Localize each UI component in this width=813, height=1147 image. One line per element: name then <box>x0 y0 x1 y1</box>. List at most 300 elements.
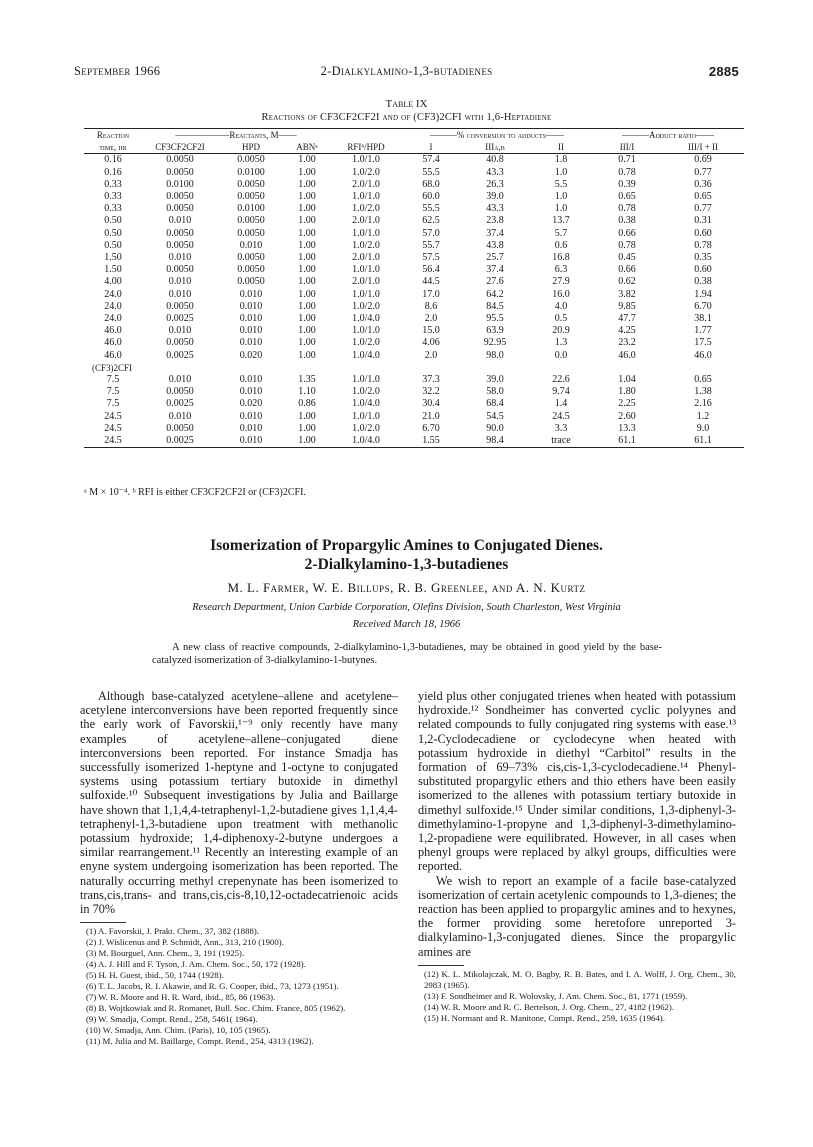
table-cell: 0.50 <box>104 227 122 239</box>
table-cell: 0.0050 <box>166 239 194 251</box>
table-cell: 0.010 <box>168 288 192 300</box>
table-cell: 1.0/2.0 <box>352 239 380 251</box>
table-cell: trace <box>530 435 592 448</box>
table-cell: 2.60 <box>618 410 636 422</box>
body-paragraph: Although base-catalyzed acetylene–allene and acetylene–acetylene interconversions have been reported frequently since the early work of Favorskii,¹⁻⁹ only recently have many examples of acetylene–allene–conjugated diene interconversions been reported. For instance Smadja has successfully isomerized 1-heptyne and 1-octyne to conjugated systems using potassium tertiary butoxide in dimethyl sulfoxide.¹⁰ Subsequent investigations by Julia and Baillarge have shown that 1,1,4,4-tetraphenyl-1,2-butadiene gives 1,1,4,4-tetraphenyl-1,3-butadiene upon treatment with methanolic potassium hydroxide; 1,4-diphenoxy-2-butyne undergoes a similar rearrangement.¹¹ Recently an interesting example of an enyne system undergoing isomerization has been reported. The naturally occurring methyl crepenynate has been isomerized to trans,cis,trans- and trans,cis,cis-8,10,12-octadecatrienoic acids in 70% <box>80 689 398 917</box>
table-cell: 43.8 <box>486 239 504 251</box>
table-cell: 17.0 <box>422 288 440 300</box>
table-row <box>84 325 744 337</box>
table-cell: 0.0050 <box>237 154 265 166</box>
table-row <box>84 167 744 179</box>
table-cell: 1.00 <box>298 410 316 422</box>
table-cell: 0.0050 <box>166 386 194 398</box>
left-column <box>80 689 398 1047</box>
running-head <box>74 64 739 80</box>
footnote-rule <box>80 922 126 923</box>
table-cell: 37.4 <box>486 264 504 276</box>
column-header: ABNᵃ <box>284 141 330 154</box>
table-row <box>84 215 744 227</box>
table-cell: 55.5 <box>422 203 440 215</box>
table-cell: 0.010 <box>168 276 192 288</box>
table-cell: 0.010 <box>168 215 192 227</box>
table-row <box>84 374 744 386</box>
table-cell: 2.16 <box>694 398 712 410</box>
table-cell: 6.70 <box>694 300 712 312</box>
table-cell: 7.5 <box>106 398 120 410</box>
reference-item: (14) W. R. Moore and R. C. Bertelson, J. Org. Chem., 27, 4182 (1962). <box>424 1001 675 1012</box>
table-cell: 3.3 <box>554 422 568 434</box>
table-cell: 2.0/1.0 <box>352 215 380 227</box>
table-cell: 0.69 <box>694 154 712 166</box>
table-cell: 24.0 <box>104 288 122 300</box>
table-cell: 43.3 <box>486 166 504 178</box>
table-cell: 0.0050 <box>237 252 265 264</box>
table-cell: 0.38 <box>618 215 636 227</box>
table-cell: 21.0 <box>422 410 440 422</box>
reference-item: (9) W. Smadja, Compt. Rend., 258, 5461( 1964). <box>86 1014 258 1025</box>
table-cell: 1.00 <box>298 154 316 166</box>
table-cell: 6.70 <box>422 422 440 434</box>
table-cell: 44.5 <box>422 276 440 288</box>
table-cell: 1.0/1.0 <box>352 154 380 166</box>
table-cell: 0.78 <box>618 166 636 178</box>
table-cell: 0.38 <box>694 276 712 288</box>
table-cell: 0.010 <box>239 386 263 398</box>
table-row <box>84 411 744 423</box>
table-cell: 0.0050 <box>166 227 194 239</box>
table-cell: 38.1 <box>694 313 712 325</box>
table-cell: 1.0 <box>554 191 568 203</box>
table-cell: 2.0 <box>424 349 438 361</box>
table-cell: 24.5 <box>84 435 142 448</box>
table-cell: 9.85 <box>618 300 636 312</box>
column-header: HPD <box>218 141 284 154</box>
table-cell: 0.0050 <box>237 191 265 203</box>
subgroup-label: (CF3)2CFI <box>92 362 133 373</box>
data-table <box>84 128 744 448</box>
table-cell: 0.010 <box>168 252 192 264</box>
table-cell: 62.5 <box>422 215 440 227</box>
table-cell: 47.7 <box>618 313 636 325</box>
table-row <box>84 313 744 325</box>
table-cell: 2.0 <box>424 313 438 325</box>
table-cell: 1.04 <box>618 374 636 386</box>
table-cell: 55.7 <box>422 239 440 251</box>
table-cell: 1.0/1.0 <box>352 374 380 386</box>
table-cell: 39.0 <box>486 191 504 203</box>
table-cell: 5.7 <box>554 227 568 239</box>
reference-item: (1) A. Favorskii, J. Prakt. Chem., 37, 382 (1888). <box>86 926 259 937</box>
table-cell: 1.0/1.0 <box>352 191 380 203</box>
reference-item: (10) W. Smadja, Ann. Chim. (Paris), 10, 105 (1965). <box>86 1025 271 1036</box>
table-cell: 4.25 <box>618 325 636 337</box>
column-header: III/I + II <box>662 141 744 154</box>
table-cell: 95.5 <box>486 313 504 325</box>
table-cell: 24.0 <box>104 313 122 325</box>
table-row <box>84 398 744 410</box>
table-cell: 61.1 <box>662 435 744 448</box>
table-cell: 1.94 <box>694 288 712 300</box>
table-cell: 1.00 <box>298 349 316 361</box>
references-left <box>80 926 398 1047</box>
table-cell: 27.6 <box>486 276 504 288</box>
table-cell: 0.020 <box>239 349 263 361</box>
table-cell: 60.0 <box>422 191 440 203</box>
table-cell: 1.00 <box>298 252 316 264</box>
table-cell: 61.1 <box>592 435 662 448</box>
table-cell: 1.00 <box>298 239 316 251</box>
table-cell: 4.00 <box>104 276 122 288</box>
table-row <box>84 252 744 264</box>
table-cell: 16.0 <box>552 288 570 300</box>
column-header: RFIᵇ/HPD <box>330 141 402 154</box>
table-cell: 1.0/4.0 <box>352 313 380 325</box>
reference-item: (12) K. L. Mikolajczak, M. O. Bagby, R. B. Bates, and I. A. Wolff, J. Org. Chem., 30, 2983 (1965). <box>424 968 736 990</box>
column-header: IIIa,b <box>460 141 530 154</box>
table-cell: 26.3 <box>486 178 504 190</box>
table-cell: 0.0025 <box>142 435 218 448</box>
reference-item: (13) F. Sondheimer and R. Wolovsky, J. Am. Chem. Soc., 81, 1771 (1959). <box>424 990 688 1001</box>
table-cell: 1.00 <box>298 191 316 203</box>
abstract: A new class of reactive compounds, 2-dialkylamino-1,3-butadienes, may be obtained in good yield by the base-catalyzed isomerization of 3-dialkylamino-1-butynes. <box>152 642 662 666</box>
table-cell: 0.5 <box>554 313 568 325</box>
reference-item: (8) B. Wojtkowiak and R. Romanet, Bull. Soc. Chim. France, 805 (1962). <box>86 1003 346 1014</box>
table-cell: 3.82 <box>618 288 636 300</box>
table-row <box>84 386 744 398</box>
table-cell: 56.4 <box>422 264 440 276</box>
table-cell: 98.4 <box>460 435 530 448</box>
reference-item: (7) W. R. Moore and H. R. Ward, ibid., 85, 86 (1963). <box>86 992 276 1003</box>
table-cell: 1.00 <box>298 166 316 178</box>
table-cell: 0.50 <box>104 239 122 251</box>
table-cell: 0.60 <box>694 227 712 239</box>
table-cell: 1.77 <box>694 325 712 337</box>
table-footnote: ᵃ M × 10⁻⁴. ᵇ RFI is either CF3CF2CF2I or (CF3)2CFI. <box>84 487 306 498</box>
table-row <box>84 301 744 313</box>
reference-item: (15) H. Normant and R. Manitone, Compt. Rend., 259, 1635 (1964). <box>424 1012 665 1023</box>
table-cell: 37.3 <box>422 374 440 386</box>
table-cell: 23.8 <box>486 215 504 227</box>
table-cell: 1.50 <box>104 252 122 264</box>
table-cell: 0.0050 <box>166 337 194 349</box>
table-cell: 1.00 <box>298 288 316 300</box>
table-cell: 2.25 <box>618 398 636 410</box>
table-cell: 1.00 <box>298 227 316 239</box>
column-header: II <box>530 141 592 154</box>
table-cell: 1.0/1.0 <box>352 325 380 337</box>
table-cell: 1.0/4.0 <box>352 398 380 410</box>
table-cell: 1.0 <box>554 203 568 215</box>
table-cell: 17.5 <box>694 337 712 349</box>
table-cell: 90.0 <box>486 422 504 434</box>
table-cell: 1.0/2.0 <box>352 386 380 398</box>
table-cell: 1.0/2.0 <box>352 166 380 178</box>
table-cell: 1.0/4.0 <box>352 349 380 361</box>
table-cell: 16.8 <box>552 252 570 264</box>
table-cell: 1.0/2.0 <box>352 422 380 434</box>
table-cell: 0.0050 <box>166 422 194 434</box>
table-cell: 0.0050 <box>237 215 265 227</box>
table-cell: 24.5 <box>552 410 570 422</box>
table-cell: 0.16 <box>104 154 122 166</box>
table-cell: 68.4 <box>486 398 504 410</box>
table-cell: 0.65 <box>694 374 712 386</box>
table-cell: 55.5 <box>422 166 440 178</box>
table-cell: 0.0050 <box>166 203 194 215</box>
table-cell: 0.010 <box>218 435 284 448</box>
references-right <box>418 969 736 1024</box>
table-cell: 39.0 <box>486 374 504 386</box>
table-cell: 1.00 <box>298 276 316 288</box>
table-cell: 1.38 <box>694 386 712 398</box>
table-row <box>84 337 744 349</box>
table-cell: 0.35 <box>694 252 712 264</box>
column-header: III/I <box>592 141 662 154</box>
table-cell: 0.010 <box>239 300 263 312</box>
table-cell: 0.0025 <box>166 398 194 410</box>
table-cell: 0.010 <box>239 313 263 325</box>
table-cell: 1.00 <box>298 264 316 276</box>
table-cell: 7.5 <box>106 386 120 398</box>
table-cell: 4.06 <box>422 337 440 349</box>
table-cell: 0.71 <box>618 154 636 166</box>
table-cell: 68.0 <box>422 178 440 190</box>
conversion-group-header: ———% conversion to adducts—— <box>429 130 565 140</box>
table-row <box>84 289 744 301</box>
table-cell: 6.3 <box>554 264 568 276</box>
table-cell: 20.9 <box>552 325 570 337</box>
table-cell: 1.2 <box>696 410 710 422</box>
table-cell: 92.95 <box>483 337 507 349</box>
table-cell: 84.5 <box>486 300 504 312</box>
table-cell: 0.33 <box>104 178 122 190</box>
table-cell: 0.0050 <box>237 264 265 276</box>
table-cell: 1.0 <box>554 166 568 178</box>
reference-item: (3) M. Bourguel, Ann. Chem., 3, 191 (1925). <box>86 948 245 959</box>
table-caption: Reactions of CF3CF2CF2I and of (CF3)2CFI with 1,6-Heptadiene <box>261 112 552 123</box>
table-cell: 40.8 <box>486 154 504 166</box>
table-cell: 0.78 <box>618 203 636 215</box>
table-cell: 0.65 <box>618 191 636 203</box>
authors: M. L. Farmer, W. E. Billups, R. B. Greenlee, and A. N. Kurtz <box>227 580 586 595</box>
table-cell: 1.00 <box>298 215 316 227</box>
running-title: 2-Dialkylamino-1,3-butadienes <box>320 64 493 78</box>
table-row <box>84 264 744 276</box>
table-cell: 46.0 <box>694 349 712 361</box>
table-cell: 0.78 <box>618 239 636 251</box>
reference-item: (11) M. Julia and M. Baillarge, Compt. Rend., 254, 4313 (1962). <box>86 1036 314 1047</box>
table-cell: 0.0050 <box>237 227 265 239</box>
column-header: time, hr <box>84 141 142 154</box>
table-cell: 1.0/2.0 <box>352 203 380 215</box>
reference-item: (2) J. Wislicenus and P. Schmidt, Ann., 313, 210 (1900). <box>86 937 284 948</box>
table-cell: 46.0 <box>104 337 122 349</box>
table-cell: 1.00 <box>298 422 316 434</box>
table-row <box>84 350 744 362</box>
ratio-group-header: ———Adduct ratio—— <box>621 130 715 140</box>
table-cell: 0.010 <box>239 325 263 337</box>
table-cell: 0.0050 <box>237 178 265 190</box>
table-cell: 1.80 <box>618 386 636 398</box>
table-cell: 0.0100 <box>166 178 194 190</box>
table-cell: 0.0050 <box>166 300 194 312</box>
table-cell: 1.55 <box>402 435 460 448</box>
table-cell: 57.5 <box>422 252 440 264</box>
table-cell: 23.2 <box>618 337 636 349</box>
table-cell: 1.00 <box>298 300 316 312</box>
table-cell: 0.0 <box>554 349 568 361</box>
table-cell: 0.0100 <box>237 203 265 215</box>
table-row <box>84 240 744 252</box>
received-date: Received March 18, 1966 <box>352 619 461 630</box>
page-number: 2885 <box>708 64 739 79</box>
table-cell: 1.0/4.0 <box>330 435 402 448</box>
table-cell: 1.00 <box>284 435 330 448</box>
table-cell: 98.0 <box>486 349 504 361</box>
table-cell: 1.3 <box>554 337 568 349</box>
column-header: CF3CF2CF2I <box>142 141 218 154</box>
table-cell: 1.35 <box>298 374 316 386</box>
reactants-group-header: ——————Reactants, M—— <box>175 130 297 140</box>
table-cell: 1.00 <box>298 203 316 215</box>
table-cell: 9.0 <box>696 422 710 434</box>
reference-item: (6) T. L. Jacobs, R. I. Akawie, and R. G. Cooper, ibid., 73, 1273 (1951). <box>86 981 339 992</box>
table-cell: 0.45 <box>618 252 636 264</box>
table-cell: 25.7 <box>486 252 504 264</box>
table-cell: 46.0 <box>104 325 122 337</box>
article-title-line-1: Isomerization of Propargylic Amines to Conjugated Dienes. <box>210 537 603 554</box>
table-cell: 1.50 <box>104 264 122 276</box>
table-cell: 0.66 <box>618 264 636 276</box>
table-cell: 24.5 <box>104 422 122 434</box>
table-cell: 1.0/2.0 <box>352 300 380 312</box>
table-subgroup-row <box>84 362 744 374</box>
journal-date: September 1966 <box>74 64 161 78</box>
table-cell: 0.0050 <box>166 154 194 166</box>
table-group-header-row <box>84 129 744 142</box>
table-cell: 37.4 <box>486 227 504 239</box>
table-cell: 0.16 <box>104 166 122 178</box>
table-cell: 0.6 <box>554 239 568 251</box>
table-cell: 22.6 <box>552 374 570 386</box>
table-cell: 13.7 <box>552 215 570 227</box>
table-cell: 0.010 <box>239 239 263 251</box>
table-cell: 0.77 <box>694 203 712 215</box>
table-cell: 1.0/2.0 <box>352 337 380 349</box>
table-cell: 4.0 <box>554 300 568 312</box>
table-row <box>84 179 744 191</box>
table-cell: 0.010 <box>168 325 192 337</box>
table-row <box>84 435 744 448</box>
table-cell: 0.77 <box>694 166 712 178</box>
table-title: Table IX <box>385 98 428 110</box>
table-cell: 27.9 <box>552 276 570 288</box>
table-cell: 58.0 <box>486 386 504 398</box>
table-cell: 0.010 <box>168 374 192 386</box>
table-cell: 1.0/1.0 <box>352 410 380 422</box>
table-cell: 2.0/1.0 <box>352 252 380 264</box>
table-cell: 2.0/1.0 <box>352 178 380 190</box>
table-cell: 0.010 <box>168 410 192 422</box>
body-paragraph: We wish to report an example of a facile base-catalyzed isomerization of certain acetylenic compounds to 1,3-dienes; the reaction has been applied to propargylic amines and to hexynes, the former providing some heretofore unreported 3-dialkylamino-1,3-conjugated dienes. Since the propargylic amines are <box>418 873 736 959</box>
table-cell: 46.0 <box>618 349 636 361</box>
column-header: I <box>402 141 460 154</box>
table-cell: 1.00 <box>298 178 316 190</box>
table-cell: 24.5 <box>104 410 122 422</box>
table-cell: 0.33 <box>104 203 122 215</box>
reference-item: (4) A. J. Hill and F. Tyson, J. Am. Chem. Soc., 50, 172 (1928). <box>86 959 306 970</box>
table-cell: 0.36 <box>694 178 712 190</box>
table-cell: 0.0050 <box>166 191 194 203</box>
table-cell: 0.65 <box>694 191 712 203</box>
table-cell: 0.66 <box>618 227 636 239</box>
table-row <box>84 276 744 288</box>
table-cell: 8.6 <box>424 300 438 312</box>
table-cell: 1.0/1.0 <box>352 288 380 300</box>
table-cell: 0.78 <box>694 239 712 251</box>
table-cell: 9.74 <box>552 386 570 398</box>
table-cell: 1.00 <box>298 325 316 337</box>
table-row <box>84 228 744 240</box>
table-cell: 1.0/1.0 <box>352 264 380 276</box>
table-cell: 1.4 <box>554 398 568 410</box>
table-cell: 0.0025 <box>166 313 194 325</box>
table-cell: 1.00 <box>298 313 316 325</box>
table-cell: 0.0100 <box>237 166 265 178</box>
table-cell: 0.86 <box>298 398 316 410</box>
table-cell: 1.00 <box>298 337 316 349</box>
table-cell: 64.2 <box>486 288 504 300</box>
table-cell: 0.33 <box>104 191 122 203</box>
table-cell: 46.0 <box>104 349 122 361</box>
table-cell: 30.4 <box>422 398 440 410</box>
table-cell: 5.5 <box>554 178 568 190</box>
article-title-line-2: 2-Dialkylamino-1,3-butadienes <box>304 556 509 573</box>
table-cell: 0.50 <box>104 215 122 227</box>
table-cell: 1.0/1.0 <box>352 227 380 239</box>
table-cell: 57.4 <box>422 154 440 166</box>
table-cell: 32.2 <box>422 386 440 398</box>
table-cell: 0.0050 <box>166 264 194 276</box>
table-cell: 1.8 <box>554 154 568 166</box>
table-cell: 0.010 <box>239 337 263 349</box>
table-cell: 1.10 <box>298 386 316 398</box>
reaction-group-header: Reaction <box>96 130 130 140</box>
table-cell: 0.010 <box>239 374 263 386</box>
footnote-rule <box>418 965 464 966</box>
table-cell: 57.0 <box>422 227 440 239</box>
table-cell: 7.5 <box>106 374 120 386</box>
right-column <box>418 689 736 1024</box>
affiliation: Research Department, Union Carbide Corporation, Olefins Division, South Charleston, West Virginia <box>192 602 621 613</box>
table-cell: 0.010 <box>239 410 263 422</box>
table-column-header-row <box>84 141 744 154</box>
table-cell: 0.60 <box>694 264 712 276</box>
table-cell: 43.3 <box>486 203 504 215</box>
article-title <box>0 536 813 574</box>
table-cell: 2.0/1.0 <box>352 276 380 288</box>
table-cell: 13.3 <box>618 422 636 434</box>
table-cell: 0.0025 <box>166 349 194 361</box>
body-paragraph: yield plus other conjugated trienes when heated with potassium hydroxide.¹² Sondheimer has converted cyclic polyynes and related compounds to fully conjugated ring systems with ease.¹³ 1,2-Cyclodecadiene or cyclodecyne when heated with potassium hydroxide in diethyl “Carbitol” results in the formation of 69–73% cis,cis-1,3-cyclodecadiene.¹⁴ Phenyl-substituted propargylic ethers and thio ethers have been easily isomerized to the allenes with potassium tertiary butoxide in dimethyl sulfoxide.¹⁵ Under similar conditions, 1,3-diphenyl-3-dimethylamino-1-propyne and 1,3-diphenyl-3-dimethylamino-1,2-propadiene were equilibrated. However, in all cases when phenyl groups were replaced by alkyl groups, difficulties were reported. <box>418 689 736 874</box>
table-cell: 0.010 <box>239 422 263 434</box>
table-cell: 63.9 <box>486 325 504 337</box>
table-cell: 54.5 <box>486 410 504 422</box>
reference-item: (5) H. H. Guest, ibid., 50, 1744 (1928). <box>86 970 224 981</box>
table-cell: 0.0050 <box>166 166 194 178</box>
table-cell: 0.010 <box>239 288 263 300</box>
table-cell: 0.020 <box>239 398 263 410</box>
